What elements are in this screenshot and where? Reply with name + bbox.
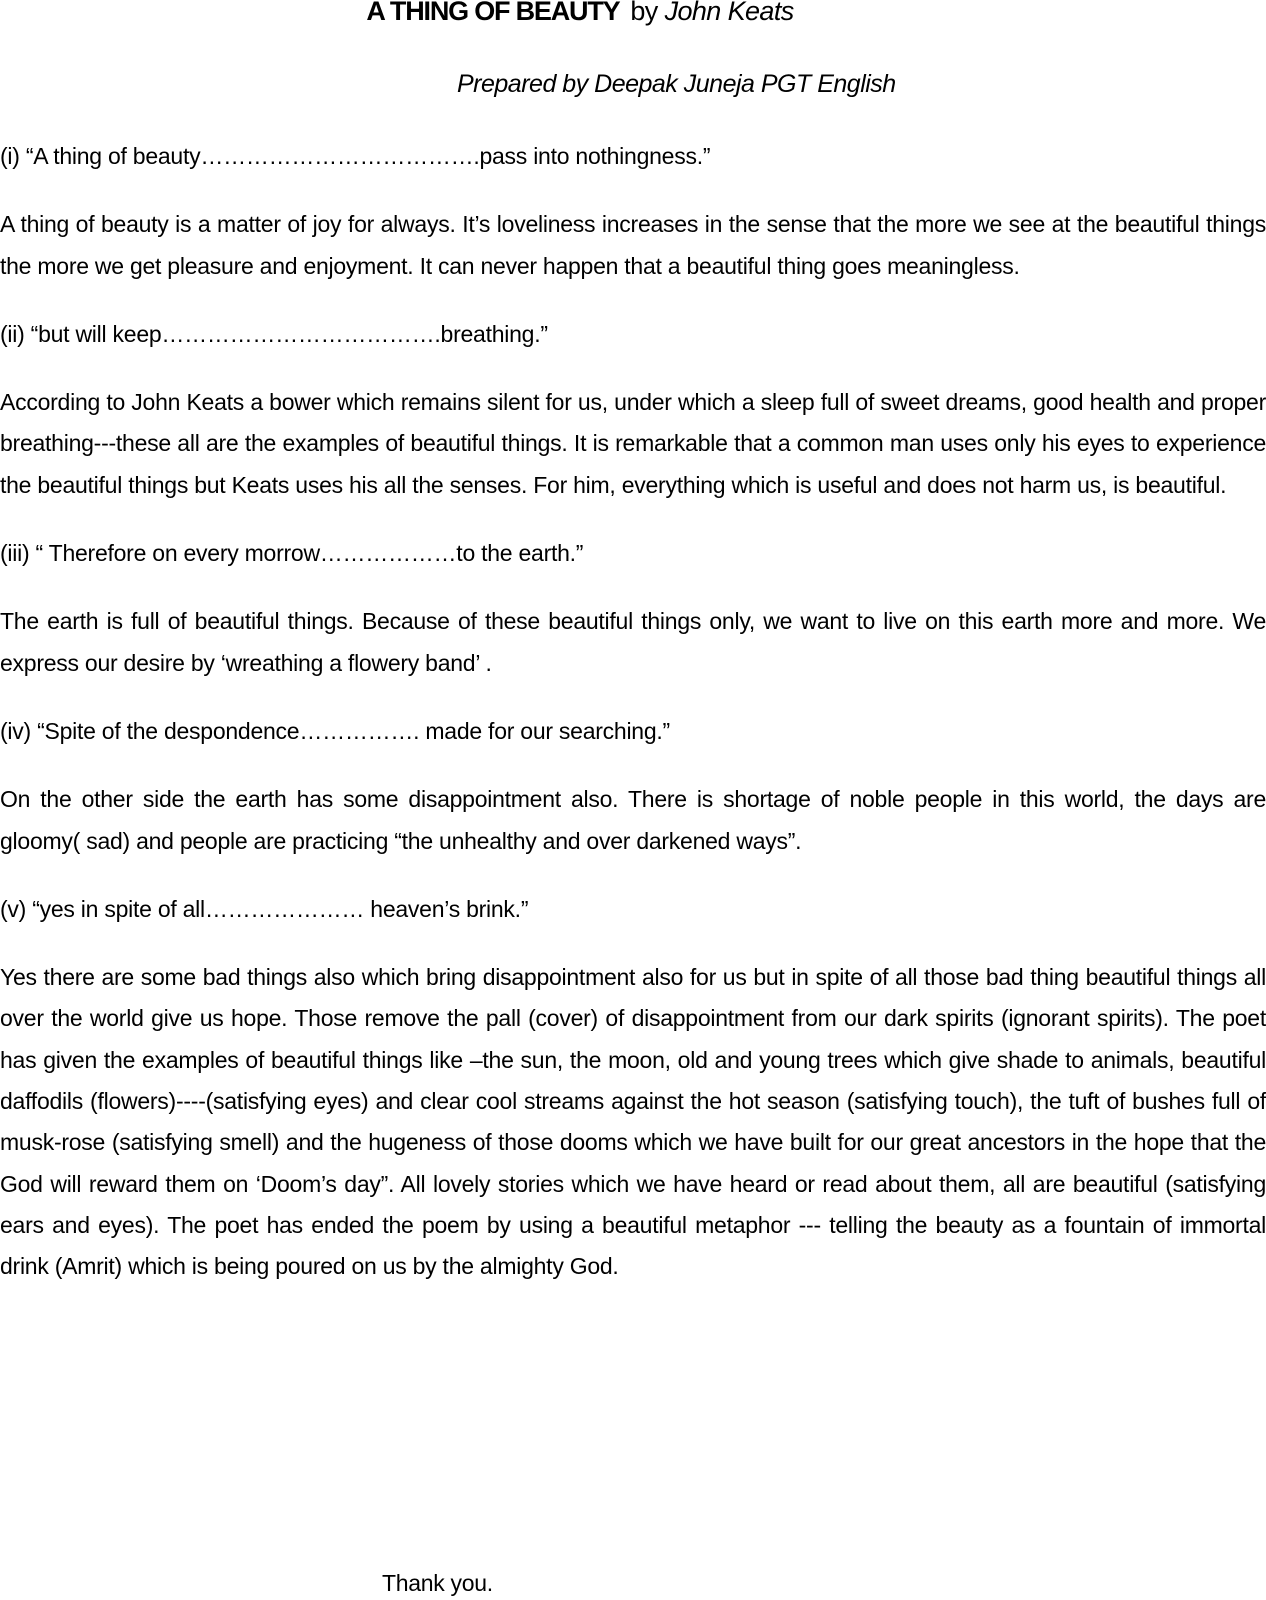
section-1-explanation: A thing of beauty is a matter of joy for always. It’s loveliness increases in the sense that the more we see at the beautiful things the more we get pleasure and enjoyment. It can never happen that a beautiful thing goes meaningless. xyxy=(0,211,1266,279)
section-5-explanation: Yes there are some bad things also which bring disappointment also for us but in spite of all those bad thing beautiful things all over the world give us hope. Those remove the pall (cover) of disappointment from our dark spirits (ignorant spirits). The poet has given the examples of beautiful things like –the sun, the moon, old and young trees which give shade to animals, beautiful daffodils (flowers)----(satisfying eyes) and clear cool streams against the hot season (satisfying touch), the tuft of bushes full of musk-rose (satisfying smell) and the hugeness of those dooms which we have built for our great ancestors in the hope that the God will reward them on ‘Doom’s day”. All lovely stories which we have heard or read about them, all are beautiful (satisfying ears and eyes). The poet has ended the poem by using a beautiful metaphor --- telling the beauty as a fountain of immortal drink (Amrit) which is being poured on us by the almighty God. xyxy=(0,964,1266,1280)
closing-thanks: Thank you. xyxy=(382,1570,493,1596)
section-2-explanation: According to John Keats a bower which remains silent for us, under which a sleep full of sweet dreams, good health and proper breathing---these all are the examples of beautiful things. It is remarkable that a common man uses only his eyes to experience the beautiful things but Keats uses his all the senses. For him, everything which is useful and does not harm us, is beautiful. xyxy=(0,389,1266,498)
section-4-explanation: On the other side the earth has some disappointment also. There is shortage of noble people in this world, the days are gloomy( sad) and people are practicing “the unhealthy and over darkened ways”. xyxy=(0,786,1266,854)
title-line xyxy=(0,0,1160,28)
section-2-quote: (ii) “but will keep……………………………….breathing.” xyxy=(0,320,548,347)
section-3-quote: (iii) “ Therefore on every morrow………………to the earth.” xyxy=(0,540,584,567)
section-4-quote: (iv) “Spite of the despondence……………. made for our searching.” xyxy=(0,717,670,744)
title-by: by xyxy=(630,0,658,26)
poem-author: John Keats xyxy=(664,0,794,26)
prepared-by-line: Prepared by Deepak Juneja PGT English xyxy=(457,70,896,98)
section-1-quote: (i) “A thing of beauty……………………………….pass into nothingness.” xyxy=(0,143,711,169)
document-body xyxy=(0,136,1266,1315)
section-3-explanation: The earth is full of beautiful things. Because of these beautiful things only, we want to live on this earth more and more. We express our desire by ‘wreathing a flowery band’ . xyxy=(0,608,1266,676)
section-5-quote: (v) “yes in spite of all………………… heaven’s brink.” xyxy=(0,895,529,922)
document-title: A THING OF BEAUTY xyxy=(366,0,620,26)
